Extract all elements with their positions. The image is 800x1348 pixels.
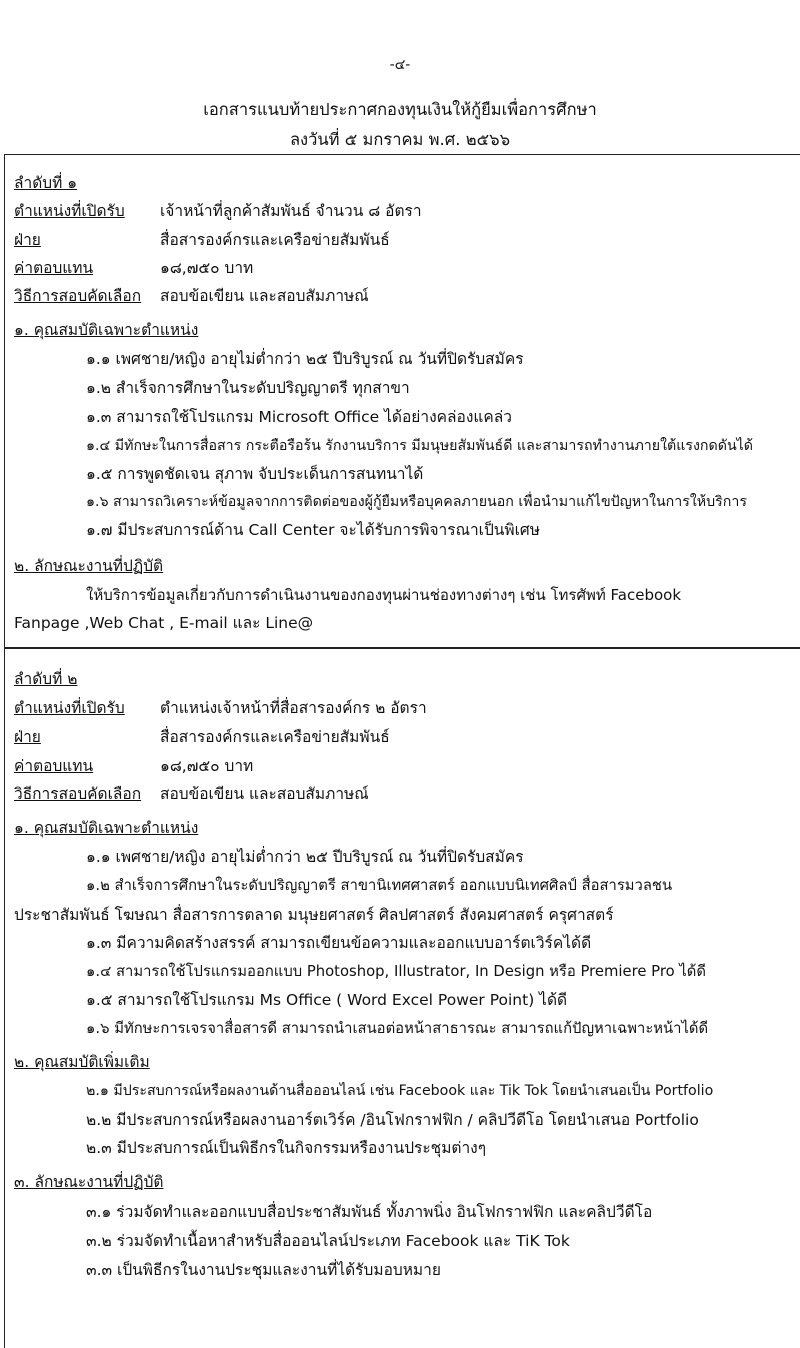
list-item: ๑.๔ มีทักษะในการสื่อสาร กระตือรือร้น รักงานบริการ มีมนุษยสัมพันธ์ดี และสามารถทำงานภายใต้แรงกดดันได้ [86,438,753,454]
document-title: เอกสารแนบท้ายประกาศกองทุนเงินให้กู้ยืมเพื่อการศึกษา [203,100,597,119]
position-value: เจ้าหน้าที่ลูกค้าสัมพันธ์ จำนวน ๘ อัตรา [160,202,422,220]
list-item: ๑.๓ มีความคิดสร้างสรรค์ สามารถเขียนข้อความและออกแบบอาร์ตเวิร์คได้ดี [86,934,592,952]
method-value: สอบข้อเขียน และสอบสัมภาษณ์ [160,287,369,305]
list-item: ๑.๗ มีประสบการณ์ด้าน Call Center จะได้รับการพิจารณาเป็นพิเศษ [86,521,540,539]
pay-label: ค่าตอบแทน [14,757,94,775]
list-item: ๑.๖ มีทักษะการเจรจาสื่อสารดี สามารถนำเสนอต่อหน้าสาธารณะ สามารถแก้ปัญหาเฉพาะหน้าได้ดี [86,1020,709,1037]
dept-label: ฝ่าย [14,728,41,746]
section-heading: ๑. คุณสมบัติเฉพาะตำแหน่ง [14,321,199,339]
list-item: ๑.๑ เพศชาย/หญิง อายุไม่ต่ำกว่า ๒๕ ปีบริบูรณ์ ณ วันที่ปิดรับสมัคร [86,848,524,866]
document-date: ลงวันที่ ๕ มกราคม พ.ศ. ๒๕๖๖ [289,130,511,149]
list-item: ๓.๑ ร่วมจัดทำและออกแบบสื่อประชาสัมพันธ์ ทั้งภาพนิ่ง อินโฟกราฟฟิก และคลิปวีดีโอ [86,1203,653,1221]
list-item: ๒.๓ มีประสบการณ์เป็นพิธีกรในกิจกรรมหรืองานประชุมต่างๆ [86,1139,487,1157]
list-item: ๒.๑ มีประสบการณ์หรือผลงานด้านสื่อออนไลน์ เช่น Facebook และ Tik Tok โดยนำเสนอเป็น Portfolio [86,1083,714,1099]
section-heading: ๒. ลักษณะงานที่ปฏิบัติ [14,557,164,575]
position-label: ตำแหน่งที่เปิดรับ [14,699,125,717]
paragraph-line: ให้บริการข้อมูลเกี่ยวกับการดำเนินงานของกองทุนผ่านช่องทางต่างๆ เช่น โทรศัพท์ Facebook [86,586,682,604]
position-label: ตำแหน่งที่เปิดรับ [14,202,125,220]
method-label: วิธีการสอบคัดเลือก [14,287,142,305]
order-label: ลำดับที่ ๑ [14,174,78,192]
paragraph-line: Fanpage ,Web Chat , E-mail และ Line@ [14,614,314,632]
dept-label: ฝ่าย [14,231,41,249]
method-value: สอบข้อเขียน และสอบสัมภาษณ์ [160,785,369,803]
section-divider [4,647,800,649]
list-item: ๑.๖ สามารถวิเคราะห์ข้อมูลจากการติดต่อของผู้กู้ยืมหรือบุคคลภายนอก เพื่อนำมาแก้ไขปัญหาในการให้บริการ [86,494,747,510]
section-heading: ๓. ลักษณะงานที่ปฏิบัติ [14,1173,164,1191]
dept-value: สื่อสารองค์กรและเครือข่ายสัมพันธ์ [160,231,390,249]
section-heading: ๑. คุณสมบัติเฉพาะตำแหน่ง [14,819,199,837]
list-item: ๑.๕ การพูดชัดเจน สุภาพ จับประเด็นการสนทนาได้ [86,465,424,483]
page-number: -๔- [389,57,411,73]
list-item: ๓.๓ เป็นพิธีกรในงานประชุมและงานที่ได้รับมอบหมาย [86,1261,441,1279]
list-item: ๑.๔ สามารถใช้โปรแกรมออกแบบ Photoshop, Illustrator, In Design หรือ Premiere Pro ได้ดี [86,963,707,980]
list-item: ๓.๒ ร่วมจัดทำเนื้อหาสำหรับสื่อออนไลน์ประเภท Facebook และ TiK Tok [86,1232,570,1250]
position-value: ตำแหน่งเจ้าหน้าที่สื่อสารองค์กร ๒ อัตรา [160,699,427,717]
section-heading: ๒. คุณสมบัติเพิ่มเติม [14,1053,150,1071]
list-item: ๑.๒ สำเร็จการศึกษาในระดับปริญญาตรี สาขานิเทศศาสตร์ ออกแบบนิเทศศิลป์ สื่อสารมวลชน [86,877,673,894]
pay-label: ค่าตอบแทน [14,259,94,277]
list-item: ๑.๕ สามารถใช้โปรแกรม Ms Office ( Word Excel Power Point) ได้ดี [86,991,568,1009]
method-label: วิธีการสอบคัดเลือก [14,785,142,803]
pay-value: ๑๘,๗๕๐ บาท [160,259,254,277]
list-item: ๑.๒ สำเร็จการศึกษาในระดับปริญญาตรี ทุกสาขา [86,379,410,397]
dept-value: สื่อสารองค์กรและเครือข่ายสัมพันธ์ [160,728,390,746]
pay-value: ๑๘,๗๕๐ บาท [160,757,254,775]
list-item-continuation: ประชาสัมพันธ์ โฆษณา สื่อสารการตลาด มนุษยศาสตร์ ศิลปศาสตร์ สังคมศาสตร์ ครุศาสตร์ [14,906,614,924]
list-item: ๑.๓ สามารถใช้โปรแกรม Microsoft Office ได้อย่างคล่องแคล่ว [86,408,512,426]
list-item: ๒.๒ มีประสบการณ์หรือผลงานอาร์ตเวิร์ค /อินโฟกราฟฟิก / คลิปวีดีโอ โดยนำเสนอ Portfolio [86,1111,699,1129]
list-item: ๑.๑ เพศชาย/หญิง อายุไม่ต่ำกว่า ๒๕ ปีบริบูรณ์ ณ วันที่ปิดรับสมัคร [86,350,524,368]
order-label: ลำดับที่ ๒ [14,670,78,688]
